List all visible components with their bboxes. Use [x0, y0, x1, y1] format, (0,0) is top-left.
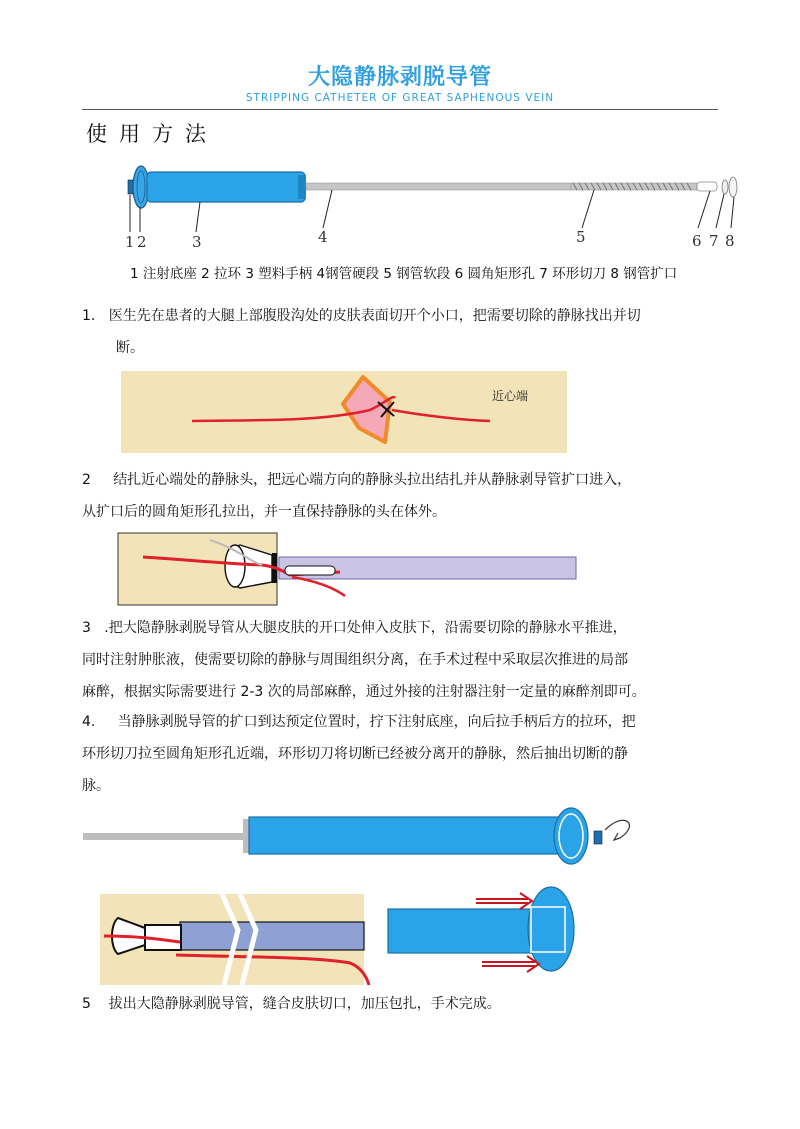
part-number-1: 1 — [125, 233, 135, 251]
step-3-text-line2: 同时注射肿胀液，使需要切除的静脉与周围组织分离，在手术过程中采取层次推进的局部 — [82, 652, 628, 668]
page-title: 大隐静脉剥脱导管 — [307, 65, 492, 90]
step-3-text-line1: .把大隐静脉剥脱导管从大腿皮肤的开口处伸入皮肤下，沿需要切除的静脉水平推进， — [104, 620, 627, 636]
page-subtitle: STRIPPING CATHETER OF GREAT SAPHENOUS VEIN — [245, 92, 555, 104]
step-3-number: 3 — [82, 620, 91, 636]
proximal-end-label: 近心端 — [492, 389, 529, 403]
part-number-3: 3 — [192, 233, 202, 251]
step-2-text-line2: 从扩口后的圆角矩形孔拉出，并一直保持静脉的头在体外。 — [82, 504, 446, 520]
step-5-text-line1: 拔出大隐静脉剥脱导管，缝合皮肤切口，加压包扎，手术完成。 — [108, 996, 501, 1012]
step-4-text-line2: 环形切刀拉至圆角矩形孔近端，环形切刀将切断已经被分离开的静脉，然后抽出切断的静 — [82, 746, 628, 762]
part-number-2: 2 — [137, 233, 147, 251]
step-2-number: 2 — [82, 472, 91, 488]
step-4-text-line1: 当静脉剥脱导管的扩口到达预定位置时，拧下注射底座，向后拉手柄后方的拉环，把 — [117, 714, 636, 730]
step-1-text-line1: 医生先在患者的大腿上部腹股沟处的皮肤表面切开个小口，把需要切除的静脉找出并切 — [108, 308, 641, 324]
step-5-number: 5 — [82, 996, 91, 1012]
step-4-number: 4. — [82, 714, 96, 730]
part-number-4: 4 — [318, 228, 328, 246]
parts-legend: 1 注射底座 2 拉环 3 塑料手柄 4钢管硬段 5 钢管软段 6 圆角矩形孔 7 环形切刀 8 钢管扩口 — [130, 266, 678, 282]
part-number-7: 7 — [709, 232, 719, 250]
step-5 — [82, 988, 722, 1020]
step-1-text-line2: 断。 — [116, 340, 144, 356]
part-number-8: 8 — [725, 232, 735, 250]
step-3-text-line3: 麻醉，根据实际需要进行 2-3 次的局部麻醉，通过外接的注射器注射一定量的麻醉剂即可。 — [82, 684, 646, 700]
step-4-text-line3: 脉。 — [82, 778, 110, 794]
part-number-6: 6 — [692, 232, 702, 250]
part-number-5: 5 — [576, 228, 586, 246]
step-2-text-line1: 结扎近心端处的静脉头，把远心端方向的静脉头拉出结扎并从静脉剥导管扩口进入， — [113, 472, 632, 488]
step-1-number: 1. — [82, 308, 96, 324]
section-heading: 使用方法 — [86, 122, 218, 146]
